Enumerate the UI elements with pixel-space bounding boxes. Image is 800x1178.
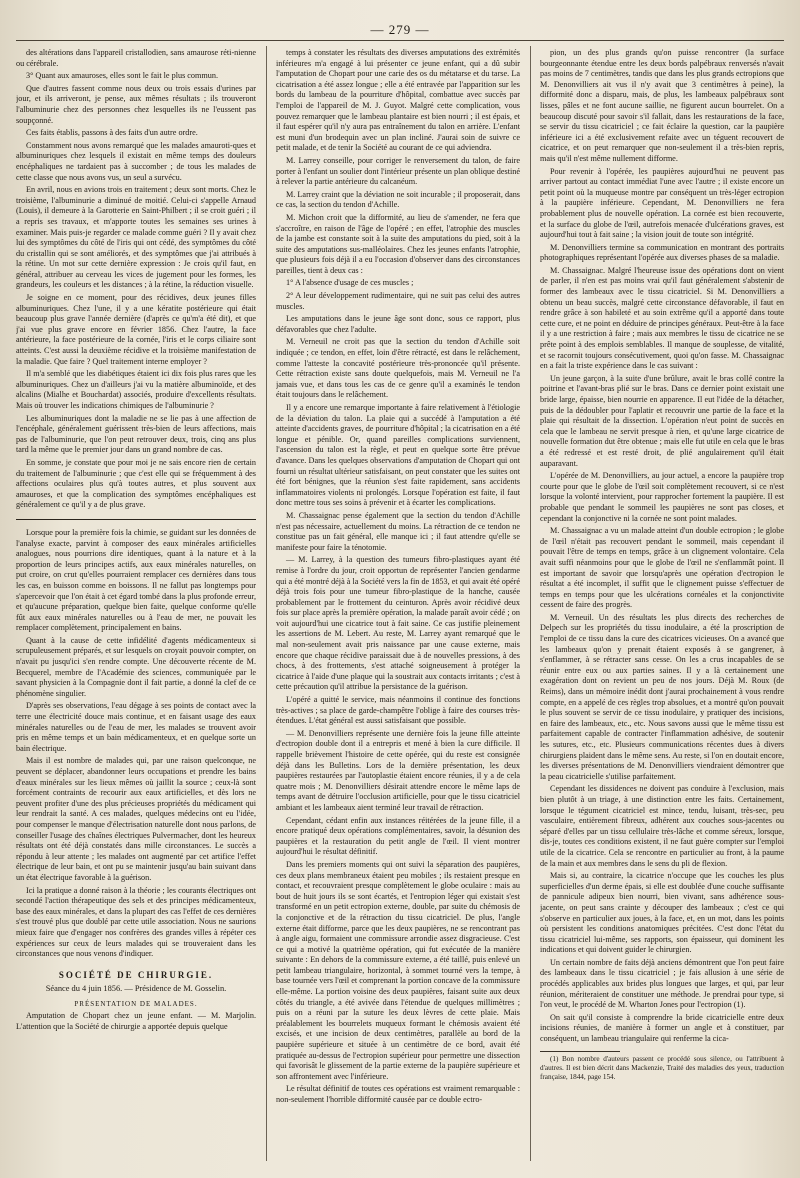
paragraph: M. Denonvilliers termine sa communication en montrant des portraits photographiques représentant l'opérée aux diverses phases de sa maladie. [540, 242, 784, 263]
paragraph: M. Verneuil ne croit pas que la section du tendon d'Achille soit indiquée ; ce tendon, en effet, loin d'être rétracté, est dans le relâchement, comme l'atteste la concavité postérieure très-prononcée qu'il présente. Cette rétraction existe sans doute quelquefois, mais M. Verneuil ne l'a jamais vue, et dans tous les cas de ce genre qu'il a examinés le tendon était toujours dans le relâchement. [276, 337, 520, 400]
paragraph: Mais si, au contraire, la cicatrice n'occupe que les couches les plus superficielles d'un derme épais, si elle est doublée d'une couche suffisante de pannicule adipeux bien nourri, bien vivant, sans adhérence sous-jacente, on peut sans crainte y découper des lambeaux ; c'est ce qui s'observe en particulier aux joues, à la face, et, en un mot, dans les points où persistent les conditions anatomiques précitées. C'est donc l'état du tissu cicatriciel lui-même, ses rapports, son épaisseur, qui dominent les indications et qui doivent guider le chirurgien. [540, 871, 784, 955]
society-heading: SOCIÉTÉ DE CHIRURGIE. [58, 969, 214, 980]
column-middle [276, 48, 520, 1158]
paragraph: temps à constater les résultats des diverses amputations des extrémités inférieures m'a engagé à lui présenter ce jeune enfant, qui a dû subir l'amputation de Chopart pour une carie des os du métatarse et du tarse. La cicatrisation a été assez longue ; elle a été entravée par l'apparition sur les bords du lambeau de la pourriture d'hôpital, combattue avec succès par l'emploi de l'appareil de M. J. Guyot. Malgré cette complication, vous pouvez remarquer que le lambeau plantaire est bien nourri ; il est épais, et il faut espérer qu'il n'y aura pas entraînement du talon en arrière. L'enfant est muni d'un brodequin avec un plan incliné. J'aurai soin de suivre ce petit malade, et de tenir la Société au courant de ce qui adviendra. [276, 48, 520, 153]
paragraph: M. Chassaignac a vu un malade atteint d'un double ectropion ; le globe de l'œil n'était pas recouvert pendant le sommeil, mais cependant il pouvait l'être de temps en temps, grâce à un clignement volontaire. Cela avait suffi néanmoins pour que le globe de l'œil ne s'enflammât point. Il est important de savoir que lorsqu'après une opération d'ectropion le résultat a été incomplet, il suffit que le clignement puisse s'effectuer de temps en temps pour que les ulcérations cornéales et la conjonctivite cessent de faire des progrès. [540, 526, 784, 610]
paragraph: 3° Quant aux amauroses, elles sont le fait le plus commun. [26, 71, 218, 81]
section-divider [16, 519, 256, 520]
paragraph: M. Michon croit que la difformité, au lieu de s'amender, ne fera que s'accroître, en raison de l'âge de l'opéré ; en effet, l'atrophie des muscles de la jambe est constante soit à la suite des amputations du pied, soit à la suite des amputations sus-malléolaires. Chez les jeunes enfants l'atrophie, que plusieurs fois déjà il a eu l'occasion d'observer dans des circonstances pareilles, tient à deux cas : [276, 212, 520, 275]
feuilleton-paragraph: Ici la pratique a donné raison à la théorie ; les courants électriques ont secondé l'action thérapeutique des sels et des principes médicamenteux, base des eaux minérales, et dans la plupart des cas l'effet de ces dernières s'est trouvé plus que doublé par cette utile association. Nous ne saurions mieux faire que d'engager nos confrères des grandes villes à répéter ces expériences sur ceux de leurs malades qui se trouveraient dans les circonstances que nous venons d'indiquer. [16, 885, 256, 959]
feuilleton-paragraph: Lorsque pour la première fois la chimie, se guidant sur les données de l'analyse exacte, parvint à composer des eaux minérales artificielles analogues, nous pourrions dire identiques, quant à la nature et à la proportion de leurs principes actifs, aux eaux minérales naturelles, on put croire, on crut qu'elles pourraient remplacer ces dernières dans tous les cas, en buisson comme en boissons. Il ne fallut pas longtemps pour s'apercevoir que l'on était à cet égard tombé dans la plus profonde erreur, et qu'aucune préparation, quelque bien faite, quelque conforme qu'elle fût aux eaux minérales naturelles ou à l'eau de mer, ne pouvait les remplacer complètement, principalement en bains. [16, 527, 256, 633]
paragraph: Ces faits établis, passons à des faits d'un autre ordre. [26, 128, 198, 138]
paragraph: En somme, je constate que pour moi je ne sais encore rien de certain du traitement de l'albuminurie ; que c'est elle qui se fréquemment à des affections oculaires plus qu'à toutes autres, et plus souvent aux amauroses, et que la complication des symptômes encéphaliques est généralement ce qu'il y a de plus grave. [16, 457, 256, 510]
paragraph: Amputation de Chopart chez un jeune enfant. — M. Marjolin. L'attention que la Société de chirurgie a apportée depuis quelque [16, 1011, 256, 1032]
paragraph: M. Verneuil. Un des résultats les plus directs des recherches de Delpech sur les propriétés du tissu inodulaire, a été la proscription de l'emploi de ce tissu dans la cure des cicatrices vicieuses. On a avancé que les lambeaux qu'on y prenait étaient exposés à se gangrener, à s'enflammer, à se rétracter sans cesse. On les a crus incapables de se réunir entre eux ou aux parties saines. Il y a là certainement une exagération dont on revient un peu de nos jours. Déjà M. Roux (de Reims), dans un mémoire inédit dont j'aurai prochainement à vous rendre compte, en a appelé de ces règles trop absolues, et a montré qu'on pouvait le plus souvent se servir de ce tissu inodulaire, y pratiquer des incisions, en faire des lambeaux, etc., etc. Nous savons aussi que le même tissu est parfaitement capable de contracter l'inflammation adhésive, de soutenir les sutures, etc., etc. Plusieurs communications récentes dues à divers chirurgiens plaident dans le même sens. Au reste, si l'on en doutait encore, les diverses présentations de M. Denonvilliers viendraient démontrer que la peau cicatricielle s'utilise parfaitement. [540, 612, 784, 781]
session-line: Séance du 4 juin 1856. — Présidence de M. Gosselin. [45, 984, 227, 994]
paragraph: Dans les premiers moments qui ont suivi la séparation des paupières, ces deux plans membraneux étaient peu mobiles ; ils restaient presque en contact, et recouvraient presque complètement le globe oculaire : mais au bout de huit jours ils se sont écartés, et l'entropion léger qui existait s'est transformé en un petit ectropion externe, double, par suite du chémosis de la conjonctive et de la rétraction du tissu cicatriciel. De plus, l'angle externe était difforme, parce que les deux paupières, ne se rencontrant pas à angle aigu, formaient une commissure arrondie assez disgracieuse. C'est ce qui a motivé la quatrième opération, qui fut exécutée de la manière suivante : En dehors de la commissure externe, a été taillé, puis enlevé un petit lambeau triangulaire, horizontal, à sommet tourné vers la tempe, à base tournée vers l'œil et comprenant la portion concave de la commissure elle-même. La portion voisine des deux paupières, faisant suite aux deux côtés du triangle, a été avivée dans l'étendue de quelques millimètres ; puis on a réuni par la suture les deux lèvres de cette plaie. Mais préalablement les bourrelets muqueux formant le chémosis avaient été excisés, et une incision de deux centimètres, parallèle au bord de la paupière supérieure et située à un centimètre de ce bord, avait été pratiquée au-dessus de l'ectropion supérieur pour permettre une dissection qui favorisât le glissement de la partie externe de la paupière supérieure et son affrontement avec l'inférieure. [276, 859, 520, 1081]
paragraph: M. Chassaignac. Malgré l'heureuse issue des opérations dont on vient de parler, il n'en est pas moins vrai qu'il faut généralement s'abstenir de former des lambeaux avec le tissu cicatriciel. Si M. Denonvilliers a obtenu un beau succès, malgré cette circonstance défavorable, il faut en rendre grâce à son habileté et au soin extrême qu'il a apporté dans toute cette cure, et ne point en déduire de principes généraux. Peut-être à la face il y a une restriction à faire ; mais aux membres le tissu de cicatrice ne se prête point à des emplois semblables. Il manque de souplesse, de vitalité, et se racornit toujours consécutivement, quoi qu'on fasse. M. Chassaignac en a fait la triste expérience dans le cas suivant : [540, 265, 784, 371]
paragraph: Cependant, cédant enfin aux instances réitérées de la jeune fille, il a encore pratiqué deux opérations complémentaires, savoir, la désunion des paupières et la restauration du petit angle de l'œil. Il vient montrer aujourd'hui le résultat définitif. [276, 815, 520, 857]
paragraph: Il y a encore une remarque importante à faire relativement à l'étiologie de la déviation du talon. La plaie qui a succédé à l'amputation a été atteinte d'accidents graves, de pourriture d'hôpital ; la cicatrisation en a été longue et pénible. Or, quand pareilles complications surviennent, l'ascension du talon est la règle, et peut en quelque sorte être prévue d'avance. Dans les quelques observations d'amputation de Chopart qui ont fourni un résultat ultérieur satisfaisant, on peut constater que les suites ont été fort bénignes, que la réunion s'est faite rapidement, sans accidents inflammatoires violents ni prolongés. Lorsque l'opération est faite, il faut donc mettre tous ses soins à prévenir et à écarter les complications. [276, 403, 520, 508]
paragraph: Les albuminuriques dont la maladie ne se lie pas à une affection de l'encéphale, généralement guérissent très-bien de leurs affections, mais pas de l'albuminurie, que l'on peut retrouver deux, trois, cinq ans plus tard la même que le premier jour dans un grand nombre de cas. [16, 413, 256, 455]
header-rule [16, 40, 784, 41]
paragraph: Cependant les dissidences ne doivent pas conduire à l'exclusion, mais bien plutôt à un triage, à une distinction entre les faits. Certainement, lorsque le tégument cicatriciel est mince, tendu, luisant, très-sec, peu vasculaire, entièrement fibreux, adhérent aux couches sous-jacentes ou séparé d'elles par un tissu cellulaire très-lâche et comme séreux, lorsque, dis-je, toutes ces conditions existent, il ne faut guère compter sur l'emploi utile de la cicatrice. Cela se rencontre en particulier au front, à la paume de la main et aux membres dans le sens du pli de flexion. [540, 784, 784, 868]
column-rule-right [530, 46, 531, 1161]
paragraph: Que d'autres fassent comme nous deux ou trois essais d'urines par jour, et ils arriveront, je pense, aux mêmes résultats ; ils trouveront l'albuminurie chez des personnes chez lesquelles ils ne l'eussent pas soupçonné. [16, 83, 256, 125]
paragraph: — M. Larrey, à la question des tumeurs fibro-plastiques ayant été remise à l'ordre du jour, croit opportun de représenter l'ancien gendarme qui a été montré déjà à la Société vers la fin de 1853, et qui avait été opéré déjà trois fois pour une tumeur fibro-plastique de la hanche, causée probablement par le frottement du ceinturon. Après avoir récidivé deux fois sur place après la première opération, la malade paraît avoir cédé ; on voit aujourd'hui une cicatrice tout à fait saine. Ce cas justifie pleinement les assertions de M. Lebert. Au reste, M. Larrey ayant remarqué que le mal non-seulement avait pris naissance par une cause externe, mais encore que chaque récidive paraissait due à de nouvelles pressions, à des chocs, à des frottements, s'est attaché soigneusement à protéger la cicatrice à l'aide d'une plaque qui la soustrait aux contacts irritants ; c'est à cette précaution qu'il attribue la persistance de la guérison. [276, 555, 520, 692]
paragraph: Constamment nous avons remarqué que les malades amauroti-ques et albuminuriques chez lesquels il existait en même temps des douleurs encéphaliques ne tardaient pas à succomber ; de tous les malades de cette classe que nous avons vus, un seul a survécu. [16, 140, 256, 182]
paragraph: 2° A leur développement rudimentaire, qui ne suit pas celui des autres muscles. [276, 291, 520, 311]
feuilleton-paragraph: Quant à la cause de cette infidélité d'agents médicamenteux si scrupuleusement préparés, et sur lesquels on croyait pouvoir compter, on n'avait pu jusqu'ici s'en rendre compte. Une découverte récente de M. Becquerel, membre de l'Académie des sciences, communiquée par le savant physicien à la Compagnie dont il fait partie, a donné la clef de ce phénomène singulier. [16, 635, 256, 698]
paragraph: des altérations dans l'appareil cristallodien, sans amaurose réti-nienne ou cérébrale. [16, 48, 256, 68]
feuilleton-paragraph: Mais il est nombre de malades qui, par une raison quelconque, ne peuvent se déplacer, abandonner leurs occupations et prendre les bains d'eaux minérales sur les lieux mêmes où jaillit la source ; ceux-là sont forcément contraints de recourir aux eaux artificielles, et dès lors ne peuvent profiter d'une des plus précieuses propriétés du médicament qui leur rendrait la santé. A ces malades, quelques médecins ont eu l'idée, pour compenser le manque d'électrisation naturelle dont nous parlons, de conseiller l'usage des chaînes électriques Pulvermacher, dont les heureux résultats ont été déjà constatés dans mille circonstances. Le succès a répondu à leur attente ; les malades ont augmenté par cet artifice l'effet électrique de leur bain, et ont pu se maintenir jusqu'au bain suivant dans un état électrique favorable à la guérison. [16, 756, 256, 882]
subheading: PRÉSENTATION DE MALADES. [74, 999, 198, 1008]
column-right [540, 48, 784, 1158]
paragraph: Il m'a semblé que les diabétiques étaient ici dix fois plus rares que les albuminuriques. Chez un d'ailleurs j'ai vu la matière albuminoïde, et des alcalins (Mialhe et Bouchardat) associés, produire d'excellents résultats. Mais où trouver les indications chimiques de l'albuminurie ? [16, 369, 256, 410]
paragraph: pion, un des plus grands qu'on puisse rencontrer (la surface bourgeonnante étendue entre les deux bords palpébraux renversés n'avait pas moins de 7 centimètres, tandis que dans les plus grands ectropions que M. Denonvilliers ait vus il n'y avait que 3 centimètres à peine), la difformité donc a disparu, mais, de plus, les lambeaux palpébraux sont lisses, pâles et ne font aucune saillie, ne figurent aucun bourrelet. On a beaucoup discuté pour savoir s'il fallait, dans les restaurations de la face, se servir du tissu cicatriciel ; ce fait éclaire la question, car la paupière inférieure ici a été exclusivement refaite avec un téguent recouvert de cicatrice, et on peut remarquer que non-seulement il a très-bien repris, mais qu'il n'est même nullement difforme. [540, 48, 784, 163]
paragraph: Le résultat définitif de toutes ces opérations est vraiment remarquable : non-seulement l'horrible difformité causée par ce double ectro- [276, 1084, 520, 1104]
column-rule-left [266, 46, 267, 1161]
feuilleton-paragraph: D'après ses observations, l'eau dégage à ses points de contact avec la terre une électricité douce mais continue, et en faisant usage des eaux minérales naturelles ou de l'eau de mer, les malades se trouvent avoir pris en même temps et un bain médicamenteux, et en quelque sorte un bain électrique. [16, 701, 256, 753]
paragraph: L'opérée de M. Denonvilliers, au jour actuel, a encore la paupière trop courte pour que le globe de l'œil soit complètement recouvert, si ce n'est lorsque la volonté intervient, pour rapprocher fortement la paupière. Il est probable que pendant le sommeil les paupières ne sont pas closes, et cependant la conjonctive ni la cornée ne sont point malades. [540, 471, 784, 523]
paragraph: Un certain nombre de faits déjà anciens démontrent que l'on peut faire des lambeaux dans le tissu cicatriciel ; je fais allusion à une série de procédés applicables aux brides plus longues que larges, et qui, par leur réunion, mériteraient de constituer une méthode. Je prendrai pour type, si l'on veut, le procédé de M. Wharton Jones pour l'ectropion (1). [540, 957, 784, 1010]
paragraph: Je soigne en ce moment, pour des récidives, deux jeunes filles albuminuriques. Chez l'une, il y a une kératite postérieure qui était beaucoup plus grave l'année dernière (d'après ce qu'm'a été dit), et que j'ai vue plus grave encore en février 1856. Chez l'autre, la face antérieure, la face postérieure de la cornée, l'iris et le corps ciliaire sont atteints. C'est aussi la deuxième récidive et la troisième manifestation de la maladie. Que faire ? Quel traitement interne employer ? [16, 293, 256, 366]
paragraph: Pour revenir à l'opérée, les paupières aujourd'hui ne peuvent pas arriver partout au contact immédiat l'une avec l'autre ; il existe encore un petit point où la muqueuse montre par conséquent un très-léger ectropion à la paupière inférieure. Cependant, M. Denonvilliers ne fera probablement plus de nouvelle opération. La cornée est bien recouverte, et la surface du globe de l'œil, autrefois menacée d'ulcérations graves, est aujourd'hui tout à fait saine ; la vision jouit de toute son intégrité. [540, 166, 784, 240]
footnote-rule [540, 1051, 620, 1052]
column-left [16, 48, 256, 1158]
paragraph: Les amputations dans le jeune âge sont donc, sous ce rapport, plus défavorables que chez l'adulte. [276, 314, 520, 334]
paragraph: 1° A l'absence d'usage de ces muscles ; [286, 278, 414, 288]
footnote: (1) Bon nombre d'auteurs passent ce procédé sous silence, ou l'attribuent à d'autres. Il est bien décrit dans Mackenzie, Traité des maladies des yeux, traduction française, 1844, page 154. [540, 1054, 784, 1081]
paragraph: M. Chassaignac pense également que la section du tendon d'Achille n'est pas nécessaire, actuellement du moins. La rétraction de ce tendon ne constitue pas un fait général, elle manque ici ; il faut attendre qu'elle se manifeste pour faire la ténotomie. [276, 510, 520, 552]
page-number: — 279 — [370, 22, 430, 37]
paragraph: Un jeune garçon, à la suite d'une brûlure, avait le bras collé contre la poitrine et l'avant-bras plié sur le bras. Dans ce dernier point existait une bride large, épaisse, bien nourrie en apparence. Il eut l'idée de la détacher, puis de la dédoubler pour l'aplatir et recouvrir une partie de la face et la plaie qui résultait de la dissection. L'opération n'eut point de succès en cela que le lambeau ne servit presque à rien, et qu'une large cicatrice de nouvelle formation dut être obtenue ; mais elle fut utile en cela que le bras a été redressé et est resté droit, de plié angulairement qu'il était auparavant. [540, 373, 784, 468]
paragraph: M. Larrey conseille, pour corriger le renversement du talon, de faire porter à l'enfant un soulier dont l'intérieur présente un plan oblique destiné à relever la partie antérieure du calcanéum. [276, 155, 520, 187]
paragraph: — M. Denonvilliers représente une dernière fois la jeune fille atteinte d'ectropion double dont il a entrepris et mené à bien la cure difficile. Il rappelle brièvement l'histoire de cette opérée, qui du reste est consignée déjà dans les Bulletins. Lors de la dernière présentation, les deux paupières restaurées par l'autoplastie étaient encore réunies, il y a de cela quatre mois ; M. Denonvilliers désirait attendre encore le même laps de temps avant de détruire l'occlusion artificielle, pour que le tissu cicatriciel ambiant et les lambeaux aient terminé leur travail de rétraction. [276, 728, 520, 812]
paragraph: En avril, nous en avions trois en traitement ; deux sont morts. Chez le troisième, l'albuminurie a diminué de moitié. Celui-ci s'appelle Arnaud (Louis), il demeure à la Garotterie en Saint-Philbert ; il se croit guéri ; il a repris ses travaux, et m'apporte toutes les semaines ses urines à examiner. Mais puis-je regarder ce malade comme guéri ? Il y avait chez lui des symptômes du côté de l'iris qui ont cédé, des symptômes du côté du cristallin qui se sont améliorés, et des symptômes que j'ai attribués à la rétine. Un mot sur cette dernière expression : Je crois qu'il faut, en général, attribuer au cerveau les vices de jugement pour les formes, les grandeurs, les couleurs et les distances ; à la rétine, la réduction visuelle. [16, 185, 256, 290]
paragraph: L'opéré a quitté le service, mais néanmoins il continue des fonctions très-actives ; sa place de garde-champêtre l'oblige à faire des courses très-étendues. L'état général est aussi satisfaisant que possible. [276, 695, 520, 726]
paragraph: M. Larrey craint que la déviation ne soit incurable ; il proposerait, dans ce cas, la section du tendon d'Achille. [276, 189, 520, 210]
paragraph: On sait qu'il consiste à comprendre la bride cicatricielle entre deux incisions réunies, de manière à former un angle et à constituer, par conséquent, un lambeau triangulaire qui renferme la cica- [540, 1012, 784, 1044]
